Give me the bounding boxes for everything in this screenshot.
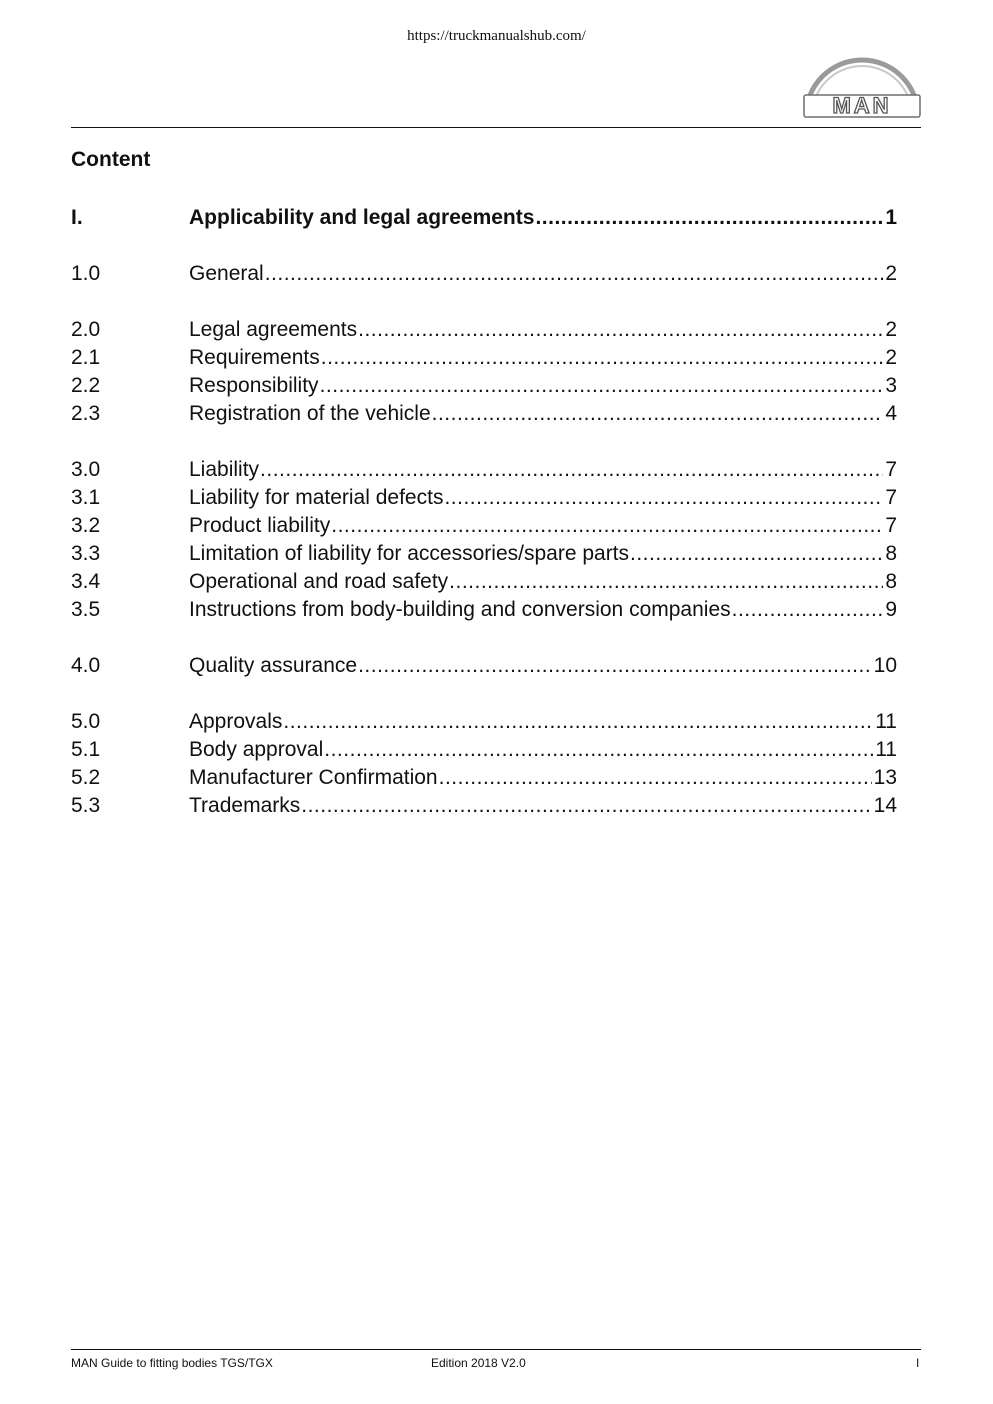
toc-entry-title: Requirements: [189, 346, 320, 369]
toc-entry[interactable]: [71, 568, 897, 596]
toc-entry[interactable]: [71, 764, 897, 792]
toc-entry-number: 5.2: [71, 766, 101, 789]
toc-entry-page: 8: [885, 542, 897, 565]
toc-entry-title: Liability for material defects: [189, 486, 444, 509]
toc-entry-title: Operational and road safety: [189, 570, 449, 593]
toc-entry[interactable]: [71, 736, 897, 764]
toc-entry-page: 14: [873, 794, 897, 817]
toc-entry-title: Manufacturer Confirmation: [189, 766, 438, 789]
toc-dot-leader: [321, 344, 884, 372]
toc-entry-title: Product liability: [189, 514, 331, 537]
toc-entry-number: 5.1: [71, 738, 101, 761]
toc-dot-leader: [331, 512, 883, 540]
footer-page-number: I: [916, 1356, 920, 1370]
toc-entry-number: 5.3: [71, 794, 101, 817]
toc-entry-number: 5.0: [71, 710, 101, 733]
toc-entry-number: 3.0: [71, 458, 101, 481]
toc-entry-number: 4.0: [71, 654, 101, 677]
page-title: Content: [71, 148, 151, 171]
toc-entry-title: Approvals: [189, 710, 283, 733]
toc-entry-number: 2.2: [71, 374, 101, 397]
toc-dot-leader: [320, 372, 884, 400]
toc-entry[interactable]: [71, 540, 897, 568]
toc-entry-title: Trademarks: [189, 794, 301, 817]
toc-dot-leader: [324, 736, 873, 764]
toc-entry[interactable]: [71, 456, 897, 484]
toc-entry-number: I.: [71, 206, 83, 229]
toc-entry-page: 2: [885, 346, 897, 369]
toc-entry-number: 3.1: [71, 486, 101, 509]
toc-entry[interactable]: [71, 316, 897, 344]
toc-entry-title: Responsibility: [189, 374, 319, 397]
toc-entry[interactable]: [71, 596, 897, 624]
source-url: https://truckmanualshub.com/: [407, 28, 586, 44]
toc-entry-page: 3: [885, 374, 897, 397]
toc-dot-leader: [283, 708, 873, 736]
toc-entry-number: 2.0: [71, 318, 101, 341]
toc-entry-page: 4: [885, 402, 897, 425]
toc-entry-page: 7: [885, 514, 897, 537]
toc-entry-page: 7: [885, 486, 897, 509]
toc-entry[interactable]: [71, 652, 897, 680]
toc-entry[interactable]: [71, 260, 897, 288]
logo-text: MAN: [832, 93, 892, 118]
footer-edition: Edition 2018 V2.0: [431, 1356, 526, 1370]
header-divider: [71, 127, 921, 128]
toc-entry-title: Body approval: [189, 738, 324, 761]
toc-entry-title: Limitation of liability for accessories/spare parts: [189, 542, 630, 565]
toc-dot-leader: [358, 652, 872, 680]
toc-entry-page: 9: [885, 598, 897, 621]
toc-entry-title: Applicability and legal agreements: [189, 206, 535, 229]
toc-entry[interactable]: [71, 372, 897, 400]
toc-entry-page: 8: [885, 570, 897, 593]
toc-dot-leader: [439, 764, 872, 792]
toc-entry-number: 3.3: [71, 542, 101, 565]
toc-entry[interactable]: [71, 484, 897, 512]
toc-entry[interactable]: [71, 512, 897, 540]
toc-entry-page: 2: [885, 318, 897, 341]
toc-entry-title: General: [189, 262, 264, 285]
toc-entry-number: 2.3: [71, 402, 101, 425]
toc-entry-page: 2: [885, 262, 897, 285]
toc-dot-leader: [260, 456, 883, 484]
toc-entry[interactable]: [71, 344, 897, 372]
toc-entry-title: Quality assurance: [189, 654, 358, 677]
toc-entry-number: 3.2: [71, 514, 101, 537]
toc-entry-title: Legal agreements: [189, 318, 358, 341]
toc-dot-leader: [265, 260, 884, 288]
toc-entry[interactable]: [71, 400, 897, 428]
man-lion-arc-logo-icon: [800, 48, 924, 120]
footer-divider: [71, 1349, 921, 1350]
footer-document-title: MAN Guide to fitting bodies TGS/TGX: [71, 1356, 273, 1370]
toc-dot-leader: [732, 596, 884, 624]
toc-entry-title: Instructions from body-building and conversion companies: [189, 598, 731, 621]
toc-entry-page: 1: [885, 206, 897, 229]
toc-dot-leader: [358, 316, 883, 344]
toc-entry[interactable]: [71, 792, 897, 820]
toc-dot-leader: [432, 400, 884, 428]
toc-entry-page: 13: [873, 766, 897, 789]
toc-dot-leader: [301, 792, 871, 820]
toc-entry[interactable]: [71, 708, 897, 736]
toc-entry-title: Liability: [189, 458, 260, 481]
toc-entry-number: 3.4: [71, 570, 101, 593]
toc-entry-number: 2.1: [71, 346, 101, 369]
toc-entry-number: 3.5: [71, 598, 101, 621]
toc-entry-page: 7: [885, 458, 897, 481]
toc-entry-title: Registration of the vehicle: [189, 402, 431, 425]
toc-entry-page: 11: [875, 710, 897, 733]
toc-dot-leader: [449, 568, 883, 596]
toc-entry[interactable]: [71, 204, 897, 232]
toc-entry-page: 11: [875, 738, 897, 761]
toc-dot-leader: [535, 204, 883, 232]
toc-entry-number: 1.0: [71, 262, 101, 285]
toc-dot-leader: [630, 540, 883, 568]
toc-entry-page: 10: [873, 654, 897, 677]
toc-dot-leader: [444, 484, 883, 512]
